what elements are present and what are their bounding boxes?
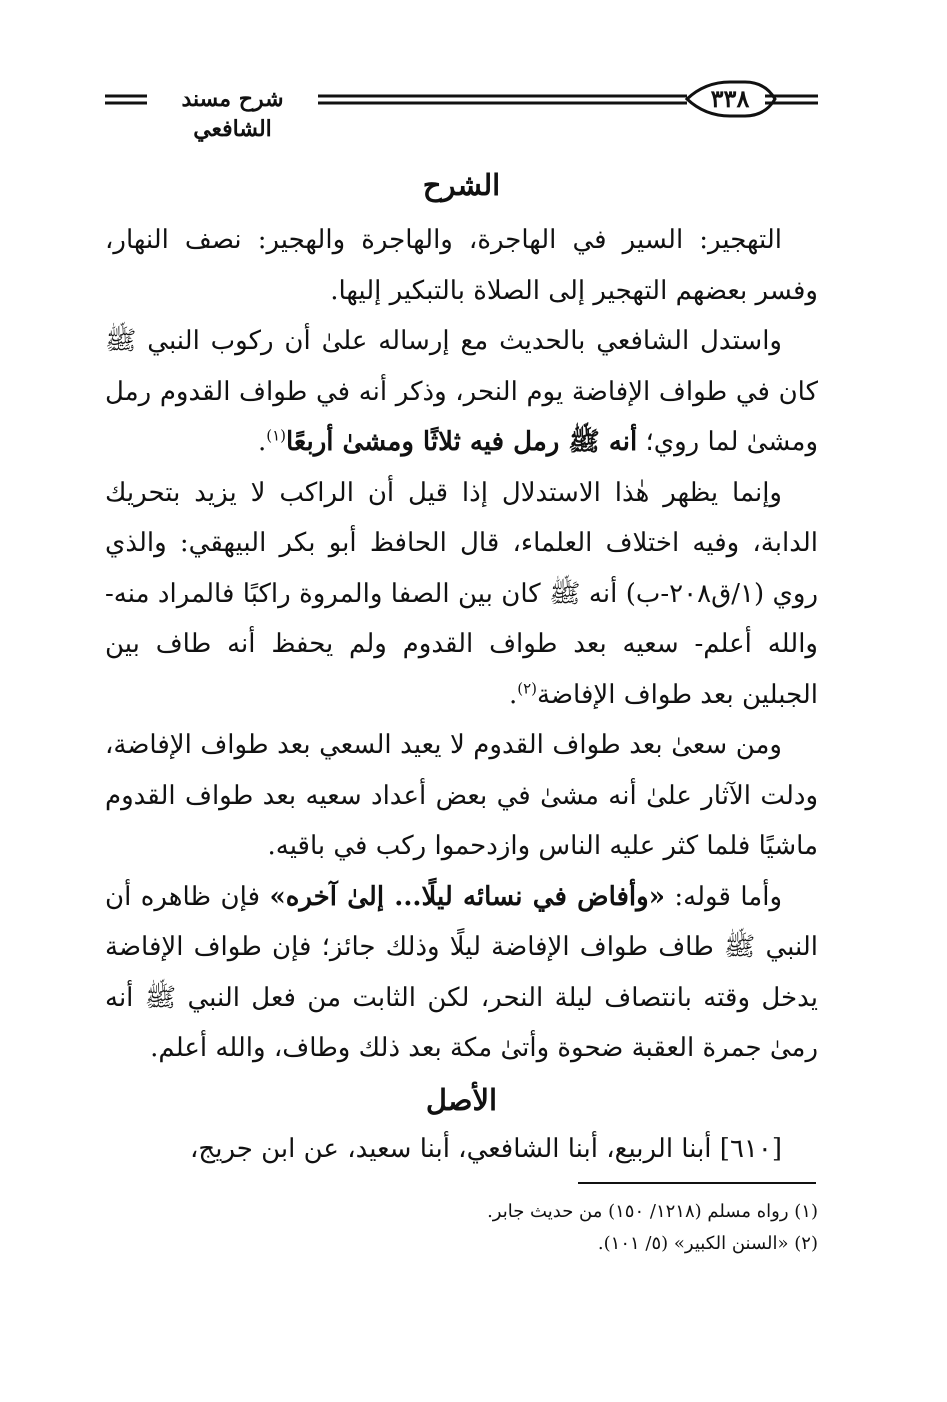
paragraph-5-intro: وأما قوله: — [664, 881, 782, 912]
footnote-divider — [578, 1182, 816, 1184]
paragraph-1: التهجير: السير في الهاجرة، والهاجرة والهجير: نصف النهار، وفسر بعضهم التهجير إلى الصلاة بالتبكير إليها. — [105, 225, 818, 306]
quoted-phrase: «وأفاض في نسائه ليلًا... إلىٰ آخره» — [269, 881, 665, 912]
section-title-sharh: الشرح — [422, 168, 501, 202]
page-number: ٣٣٨ — [710, 84, 750, 113]
paragraph-4: ومن سعىٰ بعد طواف القدوم لا يعيد السعي بعد طواف الإفاضة، ودلت الآثار علىٰ أنه مشىٰ في بعض أعداد سعيه بعد طواف القدوم ماشيًا فلما كثر عليه الناس وازدحموا ركب في باقيه. — [105, 730, 818, 861]
paragraph-3-end: . — [508, 679, 518, 710]
footnote-ref-2[interactable]: (٢) — [517, 678, 538, 697]
running-title: شرح مسند الشافعي — [181, 86, 284, 142]
section-title-asl: الأصل — [425, 1082, 498, 1117]
footnote-ref-1[interactable]: (١) — [266, 426, 286, 445]
paragraph-2-end: . — [257, 427, 267, 457]
paragraph-2-text: واستدل الشافعي بالحديث مع إرساله علىٰ أن ركوب النبي ﷺ كان في طواف الإفاضة يوم النحر، وذكر أنه في طواف القدوم رمل ومشىٰ لما روي؛ — [105, 326, 818, 457]
page-header — [105, 74, 818, 142]
footnote-2: (٢) «السنن الكبير» (٥/ ١٠١). — [597, 1233, 818, 1254]
footnote-1: (١) رواه مسلم (١٢١٨/ ١٥٠) من حديث جابر. — [487, 1201, 818, 1222]
paragraph-6: [٦١٠] أبنا الربيع، أبنا الشافعي، أبنا سعيد، عن ابن جريج، — [190, 1133, 782, 1164]
paragraph-2 — [105, 316, 818, 468]
paragraph-5 — [105, 872, 818, 1074]
footnotes — [105, 1196, 818, 1260]
main-text — [105, 165, 818, 1174]
paragraph-3-text: وإنما يظهر هٰذا الاستدلال إذا قيل أن الراكب لا يزيد بتحريك الدابة، وفيه اختلاف العلماء، قال الحافظ أبو بكر البيهقي: والذي روي (١/ق٢٠٨-ب) أنه ﷺ كان بين الصفا والمروة راكبًا فالمراد منه- والله أعلم- سعيه بعد طواف القدوم ولم يحفظ أنه طاف بين الجبلين بعد طواف الإفاضة — [105, 477, 818, 710]
paragraph-3 — [105, 468, 818, 721]
hadith-quote: أنه ﷺ رمل فيه ثلاثًا ومشىٰ أربعًا — [286, 427, 638, 457]
paragraph-5-text: فإن ظاهره أن النبي ﷺ طاف طواف الإفاضة ليلًا وذلك جائز؛ فإن طواف الإفاضة يدخل وقته بانتصاف ليلة النحر، لكن الثابت من فعل النبي ﷺ أنه رمىٰ جمرة العقبة ضحوة وأتىٰ مكة بعد ذلك وطاف، والله أعلم. — [105, 881, 818, 1063]
